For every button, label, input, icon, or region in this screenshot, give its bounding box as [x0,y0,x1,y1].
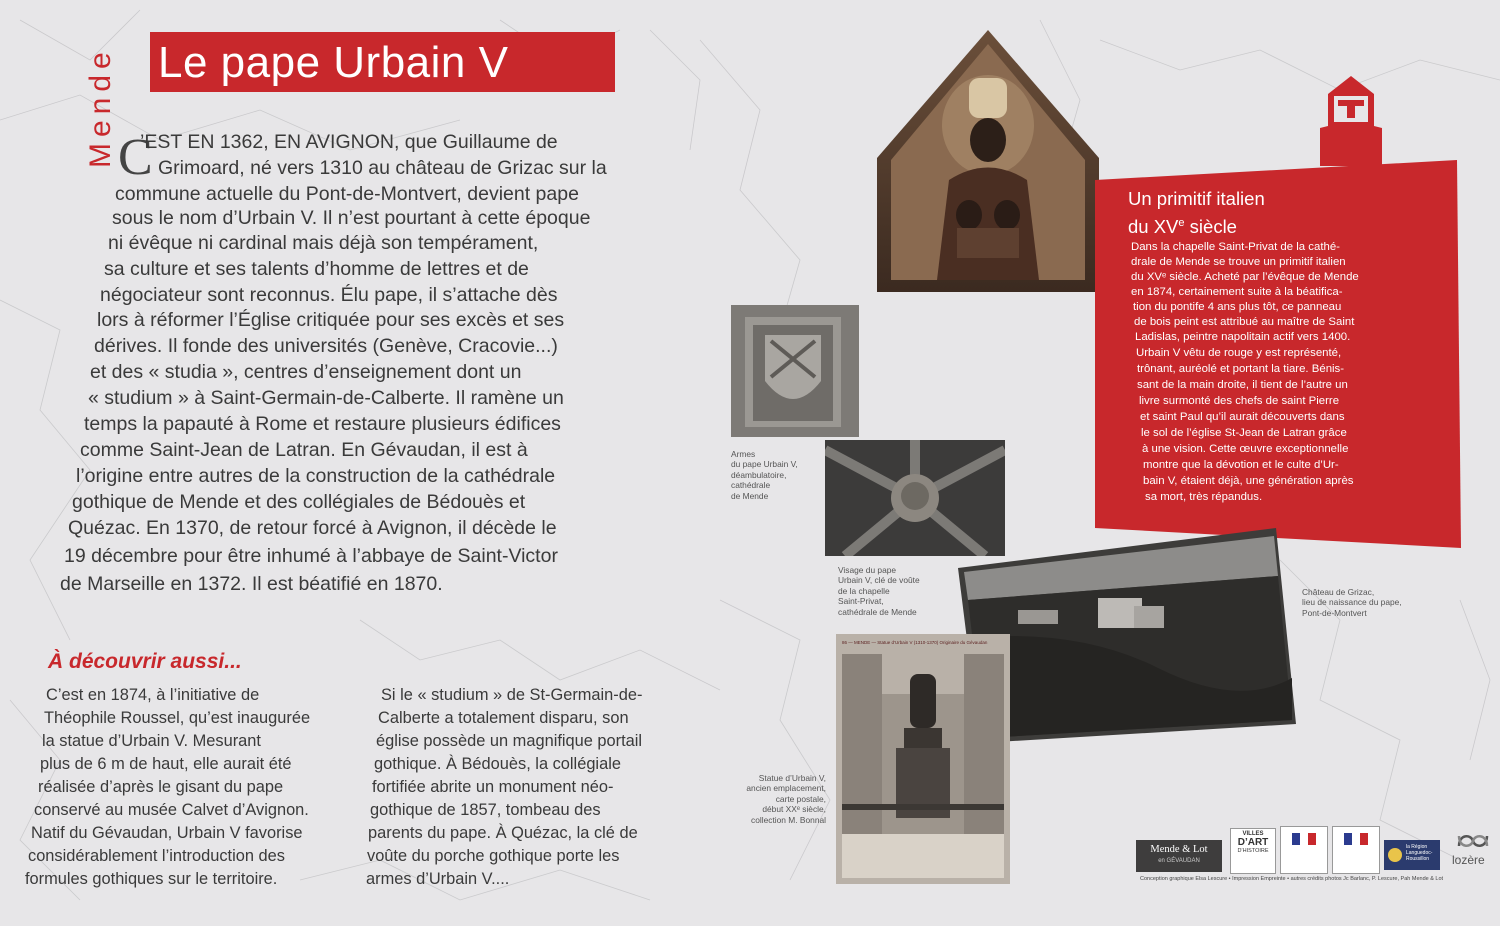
main-line: sous le nom d’Urbain V. Il n’est pourtant à cette époque [112,207,591,229]
col2-line: Si le « studium » de St-Germain-de- [381,686,643,704]
main-line: Grimoard, né vers 1310 au château de Grizac sur la [158,157,607,179]
col2-line: église possède un magnifique portail [376,732,643,750]
caption-visage: Visage du pape Urbain V, clé de voûte de la chapelle Saint-Privat, cathédrale de Mende [838,565,920,617]
box-line: à une vision. Cette œuvre exceptionnelle [1142,443,1349,455]
main-line: ’EST EN 1362, EN AVIGNON, que Guillaume de [140,131,558,153]
col1-line: considérablement l’introduction des [28,847,285,865]
svg-text:Mende: Mende [84,46,117,168]
box-line: tion du pontife 4 ans plus tôt, ce panneau [1133,301,1342,313]
box-line: en 1874, certainement suite à la béatifica- [1131,286,1343,298]
drop-cap: C [118,129,153,186]
page-title: Le pape Urbain V [158,38,509,87]
box-line: de bois peint est attribué au maître de Saint [1134,316,1355,328]
main-line: comme Saint-Jean de Latran. En Gévaudan, il est à [80,439,528,461]
col1-line: C’est en 1874, à l’initiative de [46,686,260,704]
statue-postcard-photo [836,634,1010,884]
col1-line: la statue d’Urbain V. Mesurant [42,732,261,750]
discover-heading: À découvrir aussi... [48,650,242,673]
info-box-title: Un primitif italien du XVe siècle [1128,188,1265,238]
main-line: de Marseille en 1372. Il est béatifié en 1870. [60,573,443,595]
main-line: Quézac. En 1370, de retour forcé à Avignon, il décède le [68,517,557,539]
box-line: Ladislas, peintre napolitain actif vers 1400. [1135,331,1351,343]
col1-line: Théophile Roussel, qu’est inaugurée [44,709,311,727]
lozere-logo-text: lozère [1452,853,1485,867]
main-line: sa culture et ses talents d’homme de lettres et de [104,258,529,280]
box-line: le sol de l’église St-Jean de Latran grâce [1141,427,1347,439]
main-line: négociateur sont reconnus. Élu pape, il s’attache dès [100,284,558,306]
col1-line: formules gothiques sur le territoire. [25,870,278,888]
villes-art-histoire-logo: VILLES D’ART D’HISTOIRE [1230,828,1276,874]
painting-photo [877,30,1099,292]
main-line: dérives. Il fonde des universités (Genève, Cracovie...) [94,335,558,357]
col2-line: parents du pape. À Quézac, la clé de [368,824,638,842]
main-line: lors à réformer l’Église critiquée pour ses excès et ses [97,309,565,331]
col1-line: réalisée d’après le gisant du pape [38,778,284,796]
main-line: gothique de Mende et des collégiales de Bédouès et [72,491,526,513]
col2-line: voûte du porche gothique porte les [367,847,620,865]
ministry-logo-1 [1280,826,1328,874]
main-line: temps la papauté à Rome et restaure plusieurs édifices [84,413,561,435]
box-line: et saint Paul qu’il aurait découverts dans [1140,411,1345,423]
box-line: bain V, étaient déjà, une génération après [1143,475,1354,487]
postcard-header: 86 — MENDE — Statue d’Urbain V (1310-1370) Originaire du Gévaudan [842,640,988,645]
tower-shape [1316,76,1386,166]
caption-statue: Statue d’Urbain V, ancien emplacement, carte postale, début XXᵉ siècle, collection M. Bonnal [746,773,826,825]
main-line: 19 décembre pour être inhumé à l’abbaye de Saint-Victor [64,545,558,567]
region-logo: la Région Languedoc-Roussillon [1384,840,1440,870]
box-line: livre surmonté des chefs de saint Pierre [1139,395,1340,407]
main-line: et des « studia », centres d’enseignement dont un [90,361,522,383]
col2-line: Calberte a totalement disparu, son [378,709,629,727]
col2-line: armes d’Urbain V.... [366,870,510,888]
main-line: l’origine entre autres de la construction de la cathédrale [76,465,556,487]
col1-line: plus de 6 m de haut, elle aurait été [40,755,292,773]
coat-of-arms-photo [731,305,859,437]
main-line: ni évêque ni cardinal mais déjà son tempérament, [108,232,539,254]
box-line: montre que la dévotion et le culte d’Ur- [1143,459,1339,471]
col1-line: conservé au musée Calvet d’Avignon. [34,801,309,819]
col2-line: gothique. À Bédouès, la collégiale [374,755,621,773]
box-line: Urbain V vêtu de rouge y est représenté, [1136,347,1342,359]
main-line: « studium » à Saint-Germain-de-Calberte. Il ramène un [88,387,564,409]
credits-line: Conception graphique Elsa Lescure • Impression Empreinte • autres crédits photos Jc Barlanc, P. Lescure, Pah Mende & Lot [1140,876,1444,882]
box-line: sant de la main droite, il tient de l’autre un [1137,379,1348,391]
caption-chateau: Château de Grizac, lieu de naissance du pape, Pont-de-Montvert [1302,587,1402,618]
box-line: sa mort, très répandus. [1145,491,1263,503]
ministry-logo-2 [1332,826,1380,874]
caption-armes: Armes du pape Urbain V, déambulatoire, cathédrale de Mende [731,449,798,501]
col1-line: Natif du Gévaudan, Urbain V favorise [31,824,303,842]
col2-line: gothique de 1857, tombeau des [370,801,601,819]
mende-lot-logo: Mende & Lot en GÉVAUDAN [1136,840,1222,872]
postcard-drawing [836,634,1010,884]
main-line: commune actuelle du Pont-de-Montvert, devient pape [115,183,579,205]
box-line: drale de Mende se trouve un primitif italien [1131,256,1346,268]
box-line: Dans la chapelle Saint-Privat de la cathé- [1131,241,1340,253]
box-line: du XVᵉ siècle. Acheté par l’évêque de Mende [1131,271,1359,283]
lozere-infinity-icon [1455,830,1491,852]
col2-line: fortifiée abrite un monument néo- [372,778,614,796]
box-line: trônant, auréolé et portant la tiare. Bénis- [1137,363,1345,375]
